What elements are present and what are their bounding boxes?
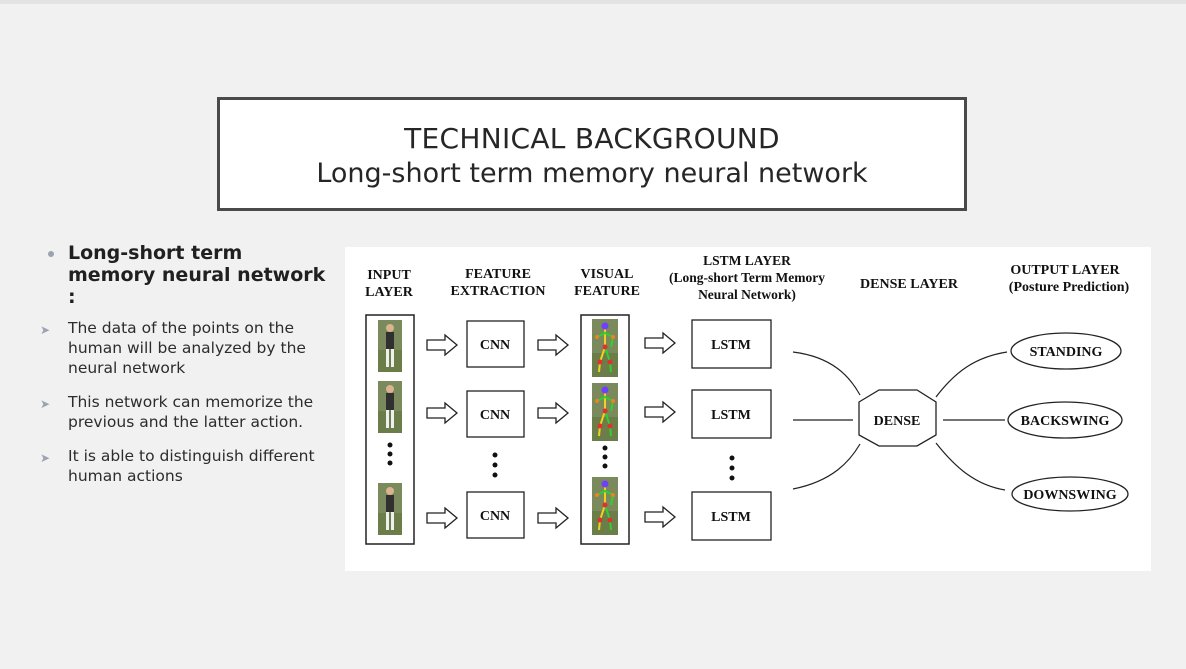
ellipsis-dot	[493, 473, 498, 478]
lstm-label: LSTM	[711, 338, 751, 353]
list-item	[40, 392, 330, 432]
pose-skeleton-image	[592, 383, 618, 441]
connector-line	[793, 444, 860, 489]
arrow-icon	[427, 335, 457, 355]
connector-line	[936, 352, 1007, 397]
header-dense: DENSE LAYER	[860, 277, 958, 292]
cnn-label: CNN	[479, 338, 511, 353]
title-box	[217, 97, 967, 211]
output-label-downswing: DOWNSWING	[1023, 488, 1117, 503]
bullet-heading-text: Long-short term memory neural network :	[68, 242, 326, 308]
list-item	[40, 446, 330, 486]
output-label-standing: STANDING	[1029, 345, 1103, 360]
slide-subtitle: Long-short term memory neural network	[316, 158, 868, 189]
header-lstm-line2: (Long-short Term Memory	[669, 270, 825, 285]
ellipsis-dot	[730, 476, 735, 481]
arrow-icon	[427, 403, 457, 423]
ellipsis-dot	[603, 455, 608, 460]
header-input-line1: INPUT	[367, 268, 411, 283]
arrow-icon	[538, 335, 568, 355]
ellipsis-dot	[493, 453, 498, 458]
cnn-label: CNN	[479, 509, 511, 524]
arrow-icon	[538, 508, 568, 528]
bullet-heading	[40, 242, 330, 308]
ellipsis-dot	[388, 461, 393, 466]
ellipsis-dot	[388, 452, 393, 457]
slide-title: TECHNICAL BACKGROUND	[404, 122, 780, 155]
lstm-label: LSTM	[711, 408, 751, 423]
arrow-icon	[538, 403, 568, 423]
arrow-icon	[645, 333, 675, 353]
ellipsis-dot	[730, 456, 735, 461]
ellipsis-dot	[603, 464, 608, 469]
ellipsis-dot	[493, 463, 498, 468]
pose-skeleton-image	[592, 319, 618, 377]
list-item-text: It is able to distinguish different human actions	[68, 447, 315, 485]
cnn-label: CNN	[479, 408, 511, 423]
arrow-bullet-icon: ➤	[40, 397, 51, 411]
list-item-text: The data of the points on the human will be analyzed by the neural network	[68, 319, 306, 377]
diagram-svg	[345, 247, 1151, 571]
header-output-line1: OUTPUT LAYER	[1010, 263, 1120, 278]
pose-skeleton-image	[592, 477, 618, 535]
connector-line	[936, 443, 1005, 490]
ellipsis-dot	[603, 446, 608, 451]
list-item-text: This network can memorize the previous and the latter action.	[68, 393, 314, 431]
top-rule	[0, 0, 1186, 4]
header-visual-line1: VISUAL	[580, 267, 634, 282]
header-output-line2: (Posture Prediction)	[1008, 280, 1130, 295]
arrow-bullet-icon: ➤	[40, 323, 51, 337]
dense-node-label: DENSE	[873, 414, 921, 429]
arrow-icon	[645, 402, 675, 422]
golfer-frame-image	[378, 381, 402, 433]
header-visual-line2: FEATURE	[574, 284, 640, 299]
header-lstm-line3: Neural Network)	[698, 287, 796, 302]
header-input-line2: LAYER	[365, 285, 413, 300]
golfer-frame-image	[378, 320, 402, 372]
list-item	[40, 318, 330, 378]
ellipsis-dot	[730, 466, 735, 471]
arrow-icon	[645, 507, 675, 527]
lstm-label: LSTM	[711, 510, 751, 525]
connector-line	[793, 352, 860, 395]
lstm-diagram	[345, 247, 1151, 571]
bullet-dot-icon	[48, 251, 54, 257]
header-feature-line2: EXTRACTION	[450, 284, 546, 299]
output-label-backswing: BACKSWING	[1020, 414, 1110, 429]
bullet-list	[40, 242, 330, 486]
golfer-frame-image	[378, 483, 402, 535]
arrow-bullet-icon: ➤	[40, 451, 51, 465]
header-feature-line1: FEATURE	[465, 267, 531, 282]
header-lstm-line1: LSTM LAYER	[703, 253, 791, 268]
ellipsis-dot	[388, 443, 393, 448]
arrow-icon	[427, 508, 457, 528]
